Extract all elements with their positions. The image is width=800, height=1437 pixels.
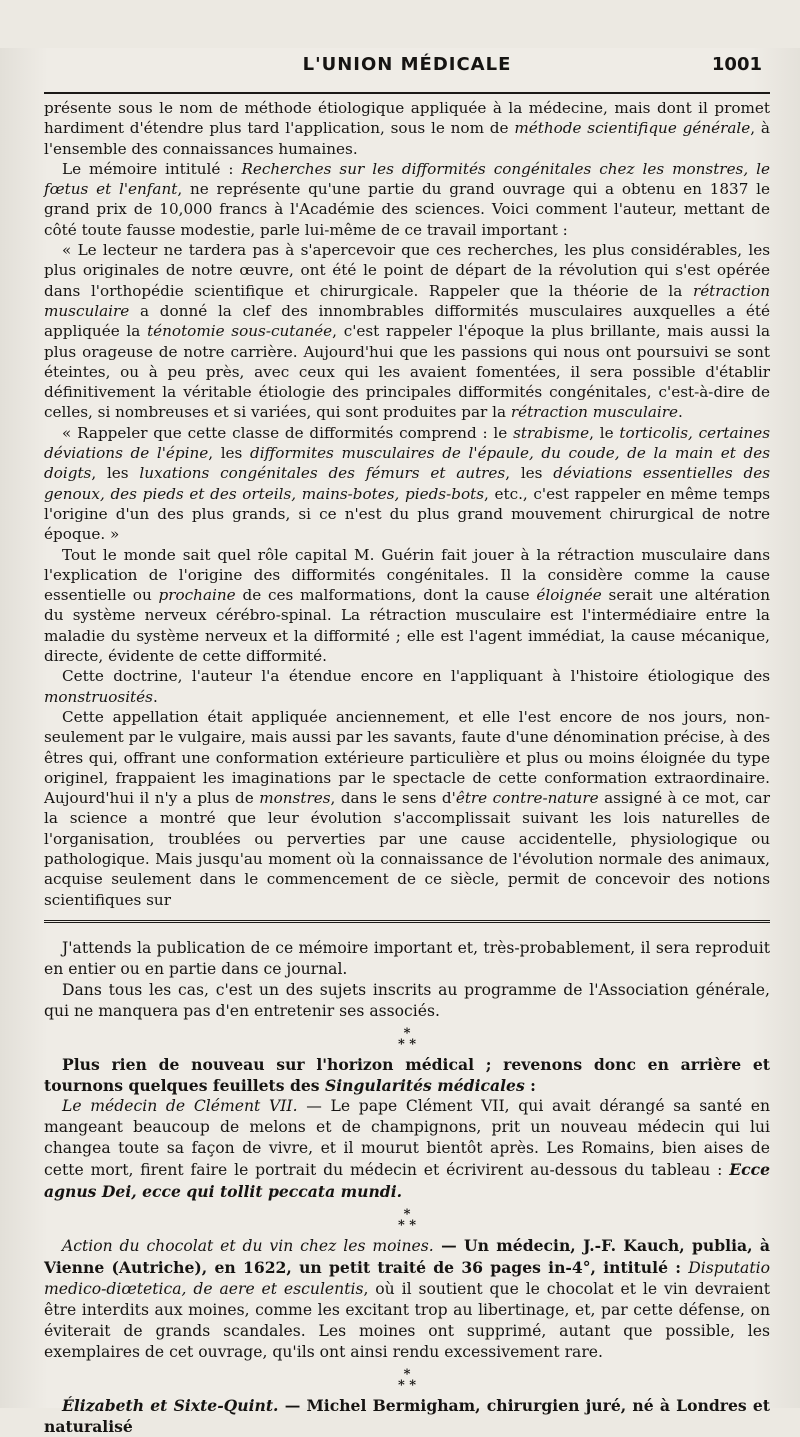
- page-number: 1001: [711, 54, 762, 75]
- note-paragraph: J'attends la publication de ce mémoire important et, très-probablement, il sera reproduit en entier ou en partie dans ce journal.: [44, 938, 770, 978]
- asterism-divider: * * *: [397, 1366, 417, 1393]
- paragraph: Tout le monde sait quel rôle capital M. Guérin fait jouer à la rétraction musculaire dans l'explication de l'origine des difformités congénitales. Il la considère comme la cause essentielle ou prochaine de ces malformations, dont la cause éloignée serait une altération du système nerveux cérébro-spinal. La rétraction musculaire est l'intermédiaire entre la maladie du système nerveux et la difformité ; elle est l'agent immédiat, la cause mécanique, directe, évidente de cette difformité.: [44, 545, 770, 666]
- asterism-divider: * * *: [397, 1025, 417, 1052]
- paragraph: Cette appellation était appliquée anciennement, et elle l'est encore de nos jours, non-seulement par le vulgaire, mais aussi par les savants, faute d'une dénomination précise, à des êtres qui, offrant une conformation extérieure particulière et plus ou moins éloignée du type originel, frappaient les imaginations par le spectacle de cette conformation extraordinaire. Aujourd'hui il n'y a plus de monstres, dans le sens d'être contre-nature assigné à ce mot, car la science a montré que leur évolution s'accomplissait suivant les lois naturelles de l'organisation, troublées ou perverties par une cause accidentelle, physiologique ou pathologique. Mais jusqu'au moment où la connaissance de l'évolution normale des animaux, acquise seulement dans le commencement de ce siècle, permit de concevoir des notions scientifiques sur: [44, 707, 770, 909]
- note-paragraph: Le médecin de Clément VII. — Le pape Clément VII, qui avait dérangé sa santé en mangeant beaucoup de melons et de champignons, prit un nouveau médecin qui lui changea toute sa façon de vivre, et il mourut bientôt après. Les Romains, bien aises de cette mort, firent faire le portrait du médecin et écrivirent au-dessous du tableau : Ecce agnus Dei, ecce qui tollit peccata mundi.: [44, 1096, 770, 1201]
- header-rule: [44, 92, 770, 94]
- note-paragraph: Dans tous les cas, c'est un des sujets inscrits au programme de l'Association générale, qui ne manquera pas d'en entretenir ses associés.: [44, 980, 770, 1020]
- quotation-paragraph: « Rappeler que cette classe de difformités comprend : le strabisme, le torticolis, certaines déviations de l'épine, les difformites musculaires de l'épaule, du coude, de la main et des doigts, les luxations congénitales des fémurs et autres, les déviations essentielles des genoux, des pieds et des orteils, mains-botes, pieds-bots, etc., c'est rappeler en même temps l'origine d'un des plus grands, si ce n'est du plus grand mouvement chirurgical de notre époque. »: [44, 423, 770, 544]
- feuilleton-notes: [44, 938, 770, 1437]
- asterism-divider: * * *: [397, 1206, 417, 1233]
- note-paragraph: Élizabeth et Sixte-Quint. — Michel Bermigham, chirurgien juré, né à Londres et naturalisé: [44, 1395, 771, 1436]
- main-article-text: [44, 98, 770, 910]
- paragraph: présente sous le nom de méthode étiologique appliquée à la médecine, mais dont il promet hardiment d'étendre plus tard l'application, sous le nom de méthode scientifique générale, à l'ensemble des connaissances humaines.: [44, 99, 770, 158]
- running-title: L'UNION MÉDICALE: [302, 54, 512, 75]
- note-paragraph: Plus rien de nouveau sur l'horizon médical ; revenons donc en arrière et tournons quelques feuillets des Singularités médicales :: [44, 1054, 770, 1095]
- paragraph: Cette doctrine, l'auteur l'a étendue encore en l'appliquant à l'histoire étiologique des monstruosités.: [44, 667, 770, 706]
- page-header: [44, 48, 770, 86]
- feuilleton-separator-rule: [44, 920, 770, 926]
- paragraph: Le mémoire intitulé : Recherches sur les difformités congénitales chez les monstres, le fœtus et l'enfant, ne représente qu'une partie du grand ouvrage qui a obtenu en 1837 le grand prix de 10,000 francs à l'Académie des sciences. Voici comment l'auteur, mettant de côté toute fausse modestie, parle lui-même de ce travail important :: [44, 159, 770, 239]
- document-page: [0, 48, 800, 1436]
- quotation-paragraph: « Le lecteur ne tardera pas à s'apercevoir que ces recherches, les plus considérables, les plus originales de notre œuvre, ont été le point de départ de la révolution qui s'est opérée dans l'orthopédie scientifique et chirurgicale. Rappeler que la théorie de la rétraction musculaire a donné la clef des innombrables difformités musculaires auxquelles a été appliquée la ténotomie sous-cutanée, c'est rappeler l'époque la plus brillante, mais aussi la plus orageuse de notre carrière. Aujourd'hui que les passions qui nous ont poursuivi se sont éteintes, ou à peu près, avec ceux qui les avaient fomentées, il sera possible d'établir définitivement la véritable étiologie des principales difformités congénitales, c'est-à-dire de celles, si nombreuses et si variées, qui sont produites par la rétraction musculaire.: [44, 241, 771, 422]
- note-paragraph: Action du chocolat et du vin chez les moines. — Un médecin, J.-F. Kauch, publia, à Vienne (Autriche), en 1622, un petit traité de 36 pages in-4°, intitulé : Disputatio medico-diœtetica, de aere et esculentis, où il soutient que le chocolat et le vin devraient être interdits aux moines, comme les excitant trop au libertinage, et, par cette défense, on éviterait de grands scandales. Les moines ont supprimé, autant que possible, les exemplaires de cet ouvrage, qu'ils ont ainsi rendu excessivement rare.: [44, 1235, 770, 1361]
